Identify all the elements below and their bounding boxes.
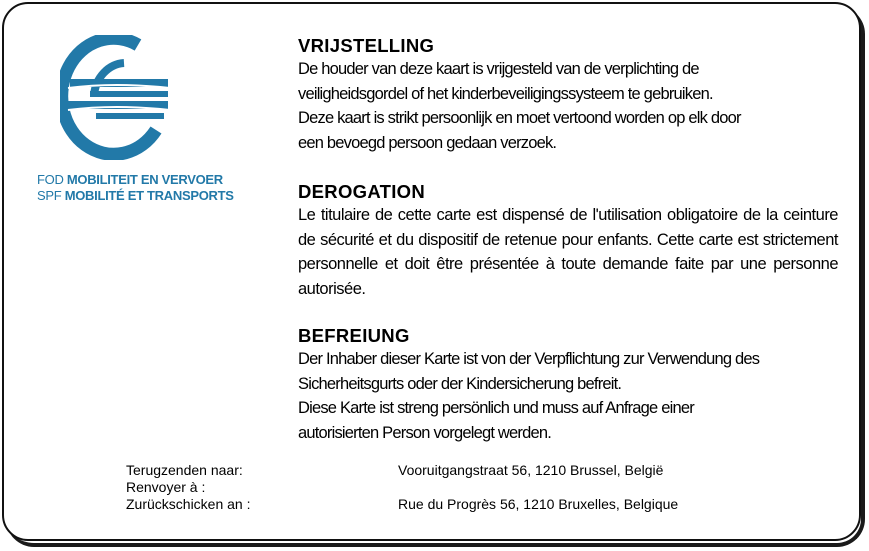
text-line: De houder van deze kaart is vrijgesteld van de verplichting de	[298, 60, 699, 78]
section-french	[298, 180, 838, 301]
text-line: Deze kaart is strikt persoonlijk en moet vertoond worden op elk door	[298, 109, 741, 127]
section-dutch	[298, 34, 838, 155]
return-labels	[126, 462, 386, 513]
return-label-french: Renvoyer à :	[126, 479, 206, 495]
return-address-spacer	[398, 479, 738, 496]
return-label-dutch: Terugzenden naar:	[126, 462, 243, 478]
agency-line-french	[37, 188, 234, 204]
agency-line-dutch	[37, 172, 234, 188]
section-title-derogation: DEROGATION	[298, 181, 426, 202]
return-label-german: Zurückschicken an :	[126, 496, 251, 512]
text-line: veiligheidsgordel of het kinderbeveiligingssysteem te gebruiken.	[298, 84, 713, 103]
section-text-german	[298, 347, 838, 445]
agency-prefix-spf: SPF	[37, 188, 65, 203]
fod-mobility-logo-icon	[60, 35, 170, 160]
section-title-vrijstelling: VRIJSTELLING	[298, 35, 435, 56]
agency-prefix-fod: FOD	[37, 172, 67, 187]
return-address-french: Rue du Progrès 56, 1210 Bruxelles, Belgique	[398, 496, 679, 512]
agency-name-dutch: MOBILITEIT EN VERVOER	[66, 172, 223, 187]
text-line: een bevoegd persoon gedaan verzoek.	[298, 133, 557, 152]
text-line: Der Inhaber dieser Karte ist von der Verpflichtung zur Verwendung des	[298, 350, 760, 368]
section-text-dutch	[298, 57, 838, 155]
section-german	[298, 324, 838, 445]
text-line: Diese Karte ist streng persönlich und muss auf Anfrage einer	[298, 399, 694, 417]
return-address-dutch: Vooruitgangstraat 56, 1210 Brussel, België	[398, 462, 664, 478]
return-addresses	[398, 462, 738, 513]
section-title-befreiung: BEFREIUNG	[298, 325, 410, 346]
section-text-french: Le titulaire de cette carte est dispensé de l'utilisation obligatoire de la ceinture de sécurité et du dispositif de retenue pour enfants. Cette carte est strictement personnelle et doit être présentée à toute demande faite par une personne autorisée.	[298, 206, 838, 298]
text-line: Sicherheitsgurts oder der Kindersicherung befreit.	[298, 374, 622, 393]
text-line: autorisierten Person vorgelegt werden.	[298, 423, 552, 442]
agency-name-french: MOBILITÉ ET TRANSPORTS	[64, 188, 234, 203]
agency-name	[37, 172, 234, 204]
